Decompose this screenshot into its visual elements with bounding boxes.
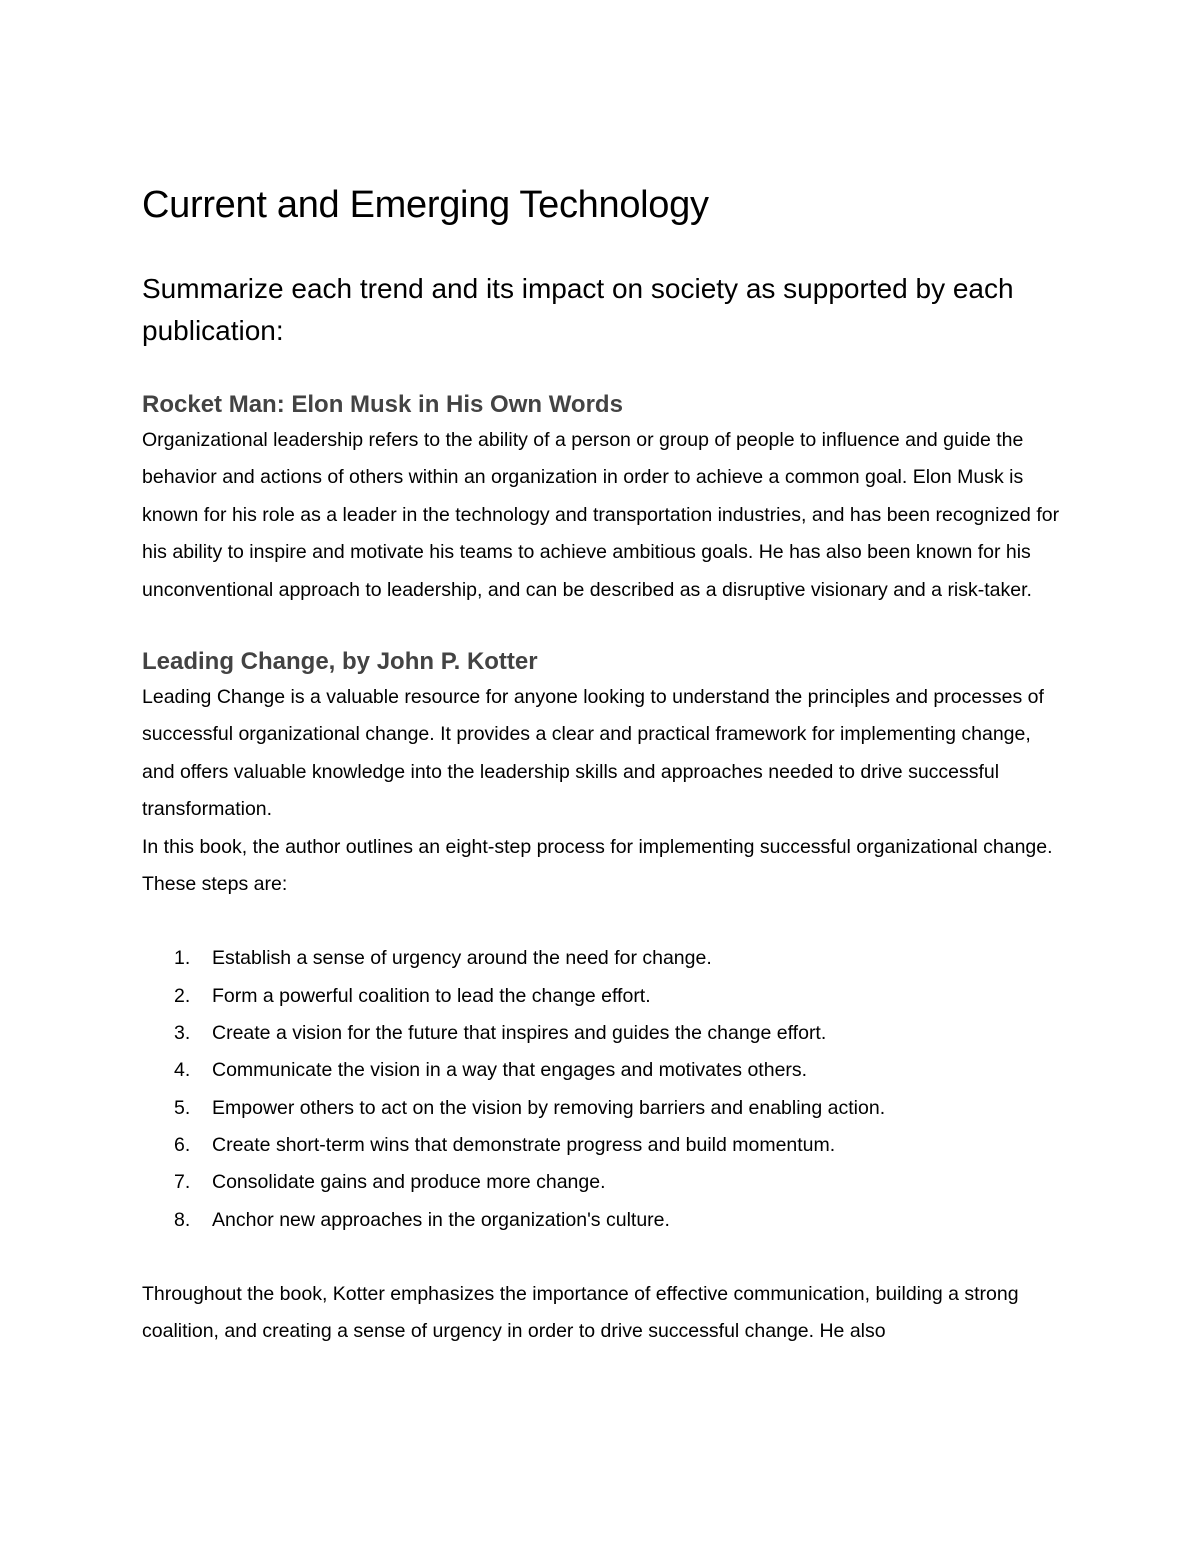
list-item — [142, 1015, 1062, 1052]
section-paragraph-leading-change: Leading Change is a valuable resource for anyone looking to understand the principles and processes of successful organizational change. It provides a clear and practical framework for implementing change, and offers valuable knowledge into the leadership skills and approaches needed to drive successful transformation. — [142, 686, 1044, 821]
list-item-text: Form a powerful coalition to lead the change effort. — [212, 984, 651, 1007]
section-heading-rocket-man: Rocket Man: Elon Musk in His Own Words — [142, 391, 623, 418]
document-subtitle: Summarize each trend and its impact on society as supported by each publication: — [142, 273, 1014, 346]
list-item-text: Create a vision for the future that inspires and guides the change effort. — [212, 1022, 827, 1045]
list-item-text: Communicate the vision in a way that engages and motivates others. — [212, 1059, 808, 1082]
list-item-number: 1. — [174, 947, 191, 970]
list-item — [142, 1202, 1062, 1239]
document-page — [142, 182, 1062, 1351]
list-item-text: Create short-term wins that demonstrate progress and build momentum. — [212, 1133, 836, 1156]
document-title: Current and Emerging Technology — [142, 184, 709, 226]
section-paragraph-rocket-man: Organizational leadership refers to the ability of a person or group of people to influence and guide the behavior and actions of others within an organization in order to achieve a common goal. Elon Musk is known for his role as a leader in the technology and transportation industries, and has been recognized for his ability to inspire and motivate his teams to achieve ambitious goals. He has also been known for his unconventional approach to leadership, and can be described as a disruptive visionary and a risk-taker. — [142, 429, 1060, 601]
list-item-number: 4. — [174, 1059, 191, 1082]
section-heading-leading-change: Leading Change, by John P. Kotter — [142, 648, 538, 676]
list-item — [142, 1052, 1062, 1089]
list-item-number: 8. — [174, 1208, 191, 1231]
list-item-text: Consolidate gains and produce more change. — [212, 1171, 606, 1194]
list-item-text: Empower others to act on the vision by removing barriers and enabling action. — [212, 1096, 886, 1119]
list-item-number: 3. — [174, 1022, 191, 1045]
list-item-text: Anchor new approaches in the organization's culture. — [212, 1208, 670, 1231]
list-item — [142, 1127, 1062, 1164]
list-item — [142, 940, 1062, 977]
list-item — [142, 978, 1062, 1015]
list-item-number: 5. — [174, 1096, 191, 1119]
list-item-number: 2. — [174, 984, 191, 1007]
section-paragraph-steps-intro: In this book, the author outlines an eight-step process for implementing successful organizational change. These steps are: — [142, 835, 1053, 896]
list-item-text: Establish a sense of urgency around the need for change. — [212, 947, 712, 970]
section-paragraph-conclusion: Throughout the book, Kotter emphasizes the importance of effective communication, building a strong coalition, and creating a sense of urgency in order to drive successful change. He also — [142, 1282, 1019, 1343]
steps-list — [142, 940, 1062, 1238]
list-item — [142, 1164, 1062, 1201]
list-item — [142, 1090, 1062, 1127]
list-item-number: 6. — [174, 1133, 191, 1156]
list-item-number: 7. — [174, 1171, 191, 1194]
